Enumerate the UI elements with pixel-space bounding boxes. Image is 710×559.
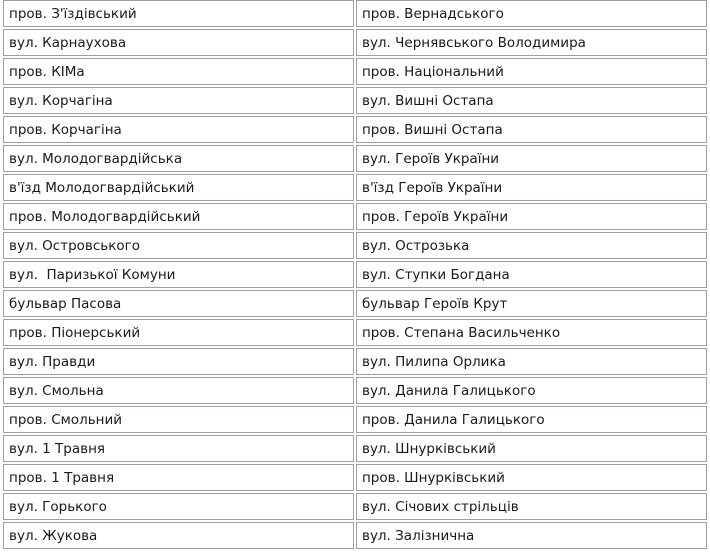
old-name-cell: вул. Паризької Комуни	[3, 261, 354, 288]
table-row	[3, 406, 707, 433]
table-row	[3, 116, 707, 143]
old-name-cell: пров. Піонерський	[3, 319, 354, 346]
table-row	[3, 493, 707, 520]
new-name-cell: вул. Острозька	[356, 232, 707, 259]
old-name-cell: в'їзд Молодогвардійський	[3, 174, 354, 201]
table-row	[3, 261, 707, 288]
old-name-cell: бульвар Пасова	[3, 290, 354, 317]
table-row	[3, 232, 707, 259]
new-name-cell: вул. Пилипа Орлика	[356, 348, 707, 375]
new-name-cell: вул. Данила Галицького	[356, 377, 707, 404]
table-row	[3, 0, 707, 27]
new-name-cell: пров. Данила Галицького	[356, 406, 707, 433]
new-name-cell: пров. Вишні Остапа	[356, 116, 707, 143]
new-name-cell: вул. Вишні Остапа	[356, 87, 707, 114]
new-name-cell: пров. Вернадського	[356, 0, 707, 27]
table-row	[3, 435, 707, 462]
table-row	[3, 174, 707, 201]
table-row	[3, 348, 707, 375]
table-row	[3, 319, 707, 346]
old-name-cell: вул. Карнаухова	[3, 29, 354, 56]
table-row	[3, 464, 707, 491]
old-name-cell: вул. 1 Травня	[3, 435, 354, 462]
new-name-cell: в'їзд Героїв України	[356, 174, 707, 201]
old-name-cell: вул. Горького	[3, 493, 354, 520]
old-name-cell: пров. 1 Травня	[3, 464, 354, 491]
table-row	[3, 290, 707, 317]
new-name-cell: вул. Січових стрільців	[356, 493, 707, 520]
table-row	[3, 203, 707, 230]
old-name-cell: пров. Молодогвардійський	[3, 203, 354, 230]
old-name-cell: вул. Островського	[3, 232, 354, 259]
table-row	[3, 522, 707, 549]
old-name-cell: вул. Молодогвардійська	[3, 145, 354, 172]
new-name-cell: вул. Ступки Богдана	[356, 261, 707, 288]
new-name-cell: пров. Героїв України	[356, 203, 707, 230]
table-row	[3, 145, 707, 172]
table-body	[3, 0, 707, 549]
new-name-cell: вул. Шнурківський	[356, 435, 707, 462]
new-name-cell: вул. Залізнична	[356, 522, 707, 549]
old-name-cell: вул. Смольна	[3, 377, 354, 404]
old-name-cell: пров. З'їздівський	[3, 0, 354, 27]
new-name-cell: пров. Степана Васильченко	[356, 319, 707, 346]
old-name-cell: вул. Жукова	[3, 522, 354, 549]
old-name-cell: пров. Корчагіна	[3, 116, 354, 143]
new-name-cell: вул. Героїв України	[356, 145, 707, 172]
old-name-cell: пров. КІМа	[3, 58, 354, 85]
old-name-cell: вул. Корчагіна	[3, 87, 354, 114]
new-name-cell: пров. Шнурківський	[356, 464, 707, 491]
street-rename-table	[1, 0, 709, 551]
new-name-cell: бульвар Героїв Крут	[356, 290, 707, 317]
table-row	[3, 29, 707, 56]
table-row	[3, 87, 707, 114]
old-name-cell: пров. Смольний	[3, 406, 354, 433]
table-row	[3, 377, 707, 404]
table-row	[3, 58, 707, 85]
new-name-cell: вул. Чернявського Володимира	[356, 29, 707, 56]
old-name-cell: вул. Правди	[3, 348, 354, 375]
new-name-cell: пров. Національний	[356, 58, 707, 85]
